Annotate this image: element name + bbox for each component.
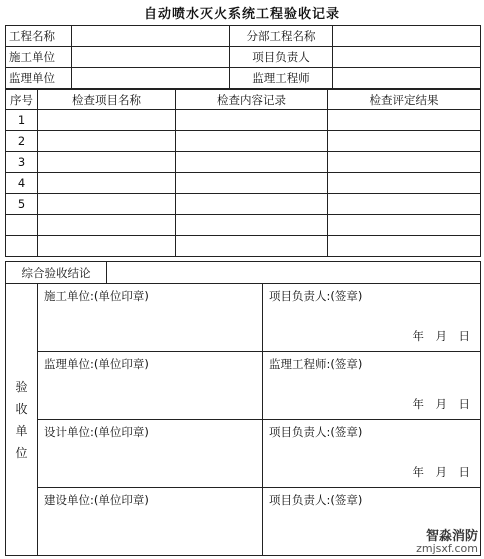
construction-unit-value — [72, 47, 230, 68]
row-number: 4 — [6, 173, 38, 194]
col-content-header: 检查内容记录 — [176, 90, 328, 110]
acceptance-table — [5, 261, 481, 556]
project-name-value — [72, 26, 230, 47]
watermark-url: zmjsxf.com — [416, 542, 478, 555]
supervision-sign-label: 监理工程师:(签章) — [269, 357, 363, 371]
page-title: 自动喷水灭火系统工程验收记录 — [143, 7, 340, 22]
watermark-name: 智淼消防 — [425, 529, 478, 544]
table-row — [6, 131, 481, 152]
design-unit-stamp-label: 设计单位:(单位印章) — [44, 425, 149, 439]
sub-project-value — [333, 26, 481, 47]
design-sign-date: 年 月 日 — [412, 465, 470, 479]
construction-sign-date: 年 月 日 — [412, 329, 470, 343]
construction-unit-stamp-cell — [38, 284, 263, 352]
construction-unit-label: 施工单位 — [6, 47, 72, 68]
supervision-sign-cell — [263, 352, 481, 420]
sub-project-label: 分部工程名称 — [230, 26, 333, 47]
row-number: 2 — [6, 131, 38, 152]
supervision-engineer-value — [333, 68, 481, 89]
supervision-unit-label: 监理单位 — [6, 68, 72, 89]
supervision-unit-stamp-cell — [38, 352, 263, 420]
watermark — [416, 531, 478, 555]
project-manager-label: 项目负责人 — [230, 47, 333, 68]
table-row — [6, 152, 481, 173]
header-table — [5, 25, 481, 89]
supervision-engineer-label: 监理工程师 — [230, 68, 333, 89]
owner-sign-label: 项目负责人:(签章) — [269, 493, 363, 507]
design-sign-label: 项目负责人:(签章) — [269, 425, 363, 439]
table-row — [6, 194, 481, 215]
row-number: 1 — [6, 110, 38, 131]
supervision-unit-stamp-label: 监理单位:(单位印章) — [44, 357, 149, 371]
construction-sign-cell — [263, 284, 481, 352]
row-number: 3 — [6, 152, 38, 173]
table-row — [6, 215, 481, 236]
col-no-header: 序号 — [6, 90, 38, 110]
row-number: 5 — [6, 194, 38, 215]
acceptance-unit-label: 验 收 单 位 — [6, 284, 38, 556]
conclusion-value — [107, 262, 481, 284]
col-item-header: 检查项目名称 — [38, 90, 176, 110]
design-unit-stamp-cell — [38, 420, 263, 488]
supervision-sign-date: 年 月 日 — [412, 397, 470, 411]
table-row — [6, 173, 481, 194]
table-row — [6, 236, 481, 257]
conclusion-label: 综合验收结论 — [6, 262, 107, 284]
construction-unit-stamp-label: 施工单位:(单位印章) — [44, 289, 149, 303]
table-row — [6, 110, 481, 131]
col-result-header: 检查评定结果 — [328, 90, 481, 110]
owner-unit-stamp-cell — [38, 488, 263, 556]
inspection-table — [5, 89, 481, 257]
design-sign-cell — [263, 420, 481, 488]
construction-sign-label: 项目负责人:(签章) — [269, 289, 363, 303]
project-manager-value — [333, 47, 481, 68]
owner-unit-stamp-label: 建设单位:(单位印章) — [44, 493, 149, 507]
supervision-unit-value — [72, 68, 230, 89]
project-name-label: 工程名称 — [6, 26, 72, 47]
